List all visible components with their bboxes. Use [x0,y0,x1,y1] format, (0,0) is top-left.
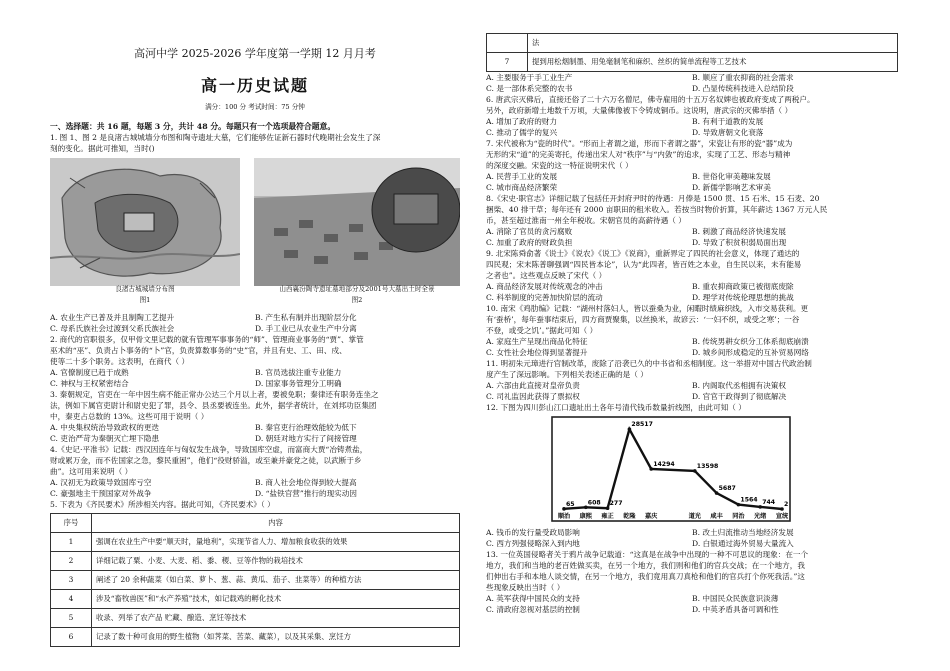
question-text-line: 币，甚至超过淮南一州全年税收。宋朝官员的高薪待遇（ ） [486,216,686,225]
table-row [51,532,460,551]
answer-option: A. 消除了官员的贪污腐败 [486,227,573,236]
question-text-line: 地方，我们和当地的老百姓做买卖，在另一个地方，我们则和他们的官兵交战；在一个地方，我 [486,561,805,570]
answer-option: C. 科举制度的完善加快阶层的流动 [486,293,603,302]
answer-options-row [486,171,898,182]
answer-option: B. 改土归流推动当地经济发展 [692,528,794,537]
answer-options-row [486,292,898,303]
question-text-line: 们伸出右手和本地人谈交情，在另一个地方，我们竟用真刀真枪和他们的官兵打个你死我活。”这 [486,572,806,581]
data-label: 13598 [696,462,719,470]
figure-2-caption: 山西襄汾陶寺遗址墓地部分及2001号大墓出土时全景 [279,284,435,293]
answer-option: B. 有利于道教的发展 [692,117,764,126]
data-label: 744 [762,498,776,506]
question-text-line: 之者也”。这些观点反映了宋代（ ） [486,271,607,280]
table-row [51,608,460,627]
answer-option: B. 重农抑商政策已被彻底废除 [692,282,794,291]
question-text-line: 捆柴、40 排干草；每年还有 2000 亩职田的租米收入。若按当时物价折算，其年薪达 1367 万元人民 [486,205,828,214]
table-cell: 4 [51,589,92,608]
answer-options-row [486,83,898,94]
x-tick-label: 顺治 [557,513,571,520]
question-text-line: 中，秦吏占总数的 13%。这些可用于说明（ ） [50,411,209,421]
table-header-cell: 内容 [92,513,460,532]
question-5-table-continued [486,33,898,72]
table-cell: 1 [51,532,92,551]
answer-option: A. 官僚制度已趋于成熟 [50,367,129,377]
answer-option: D. 城乡间形成稳定的互补贸易网络 [692,348,809,357]
answer-options-row [50,477,460,488]
x-tick-label: 道光 [688,513,701,520]
answer-option: D. 新儒学影响艺术审美 [692,183,771,192]
question-text-line: 8.《宋史·职官志》详细记载了包括任开封府尹时的待遇：月俸是 1500 贯、15 石米、15 石麦、20 [486,194,820,203]
table-cell: 6 [51,627,92,646]
table-cell: 详细记载了粟、小麦、大麦、稻、黍、稷、豆等作物的栽培技术 [92,551,460,570]
data-label: 28517 [631,421,653,429]
left-body [50,132,460,647]
question-12-chart [486,415,898,525]
answer-option: D. 导致了积贫积弱局面出现 [692,238,787,247]
school-title: 高河中学 2025-2026 学年度第一学期 12 月月考 [134,47,376,60]
answer-option: A. 商品经济发展对传统观念的冲击 [486,282,603,291]
table-cell: 2 [51,551,92,570]
answer-option: A. 英军获得中国民众的支持 [486,594,580,603]
answer-options-row [50,488,460,499]
question-text-line: 10. 南宋《鸡肋编》记载：“湖州村落妇人，皆以蚕桑为业，闲暇时绩麻织线，入市交易获利。更 [486,304,809,313]
question-text-line: 13. 一位英国侵略者关于鸦片战争记载道：“这真是在战争中出现的一种不可思议的现象：在一个 [486,550,809,559]
figure-1-caption: 良渚古城城墙分布图 [115,284,175,293]
table-cell: 强调在农业生产中要“顺天时，量地利”，实现节省人力、增加粮食收获的效果 [92,532,460,551]
data-label: 1564 [740,496,758,504]
x-tick-label: 光绪 [754,513,767,520]
section-title: 一、选择题：共 16 题，每题 3 分，共计 48 分。每题只有一个选项最符合题意。 [50,121,336,131]
table-cell: 记录了数十种可食用的野生植物（如荠菜、苦菜、藏菜），以及其采集、烹饪方 [92,627,460,646]
table-row [51,551,460,570]
answer-options-row [486,182,898,193]
table-cell [487,34,528,53]
answer-option: C. 是一部体系完整的农书 [486,84,573,93]
question-text-line: 法，例如下属官吏尉计和尉史犯了罪，县令、县丞要被连坐。此外，据学者统计，在刘邦功臣集团 [50,400,377,410]
right-body [486,72,898,615]
answer-options-row [486,336,898,347]
x-tick-label: 宣统 [775,513,789,520]
table-row [51,570,460,589]
answer-option: B. 官员选拔注重专业能力 [255,367,342,377]
data-label: 5687 [718,485,736,493]
figures-q1 [50,158,460,310]
answer-options-row [486,604,898,615]
answer-option: B. 秦官吏行治理效能较为低下 [255,422,357,432]
data-label: 608 [587,499,601,507]
question-text-line: 曲”。这可用来说明（ ） [50,466,133,476]
question-text-line: 5. 下表为《齐民要术》所涉相关内容。据此可知，《齐民要术》（ ） [50,499,275,509]
answer-option: C. 城市商品经济繁荣 [486,183,558,192]
question-text-line: 使等二十多个职务。这表明，在商代（ ） [50,356,190,366]
table-cell: 提到用松烟制墨、用兔毫制笔和麻织、丝织的简单流程等工艺技术 [528,53,898,72]
figure-2-photo [254,158,460,286]
left-column [50,0,460,647]
answer-option: D. 官官干政得到了彻底解决 [692,392,787,401]
data-label: 2 [784,500,789,508]
figure-1-map [50,158,240,286]
answer-option: A. 六部由此直接对皇帝负责 [486,381,580,390]
question-text-line: 另外，政府新增土地数千万顷，大量佛像被下令铸成铜币。这说明，唐武宗的灭佛举措（ ） [486,106,793,115]
data-label: 277 [609,500,623,508]
table-header-cell: 序号 [51,513,92,532]
answer-option: A. 增加了政府的财力 [486,117,558,126]
answer-option: C. 女性社会地位得到显著提升 [486,348,588,357]
question-text-line: 1. 图 1、图 2 是良渚古城城墙分布图和陶寺遗址大墓，它们能够佐证新石器时代晚期社会发生了深 [50,132,381,142]
question-text-line: 3. 秦朝规定，官吏在一年中因生病不能正常办公达三个月以上者，要被免职；秦律还有职务连坐之 [50,389,379,399]
figure-2-label: 图2 [351,295,363,304]
answer-option: D. 凸显传统科技进入总结阶段 [692,84,794,93]
right-column [486,0,898,615]
x-tick-label: 嘉庆 [645,513,658,520]
question-text-line: 12. 下图为四川彭山江口遗址出土各年号清代钱币数量折线图，由此可知（ ） [486,403,746,412]
answer-option: C. 司礼监因此获得了票拟权 [486,392,580,401]
figure-1-label: 图1 [139,295,151,304]
answer-options-row [50,433,460,444]
exam-title: 高一历史试题 [200,75,309,95]
answer-option: D. 白银通过海外贸易大量流入 [692,539,794,548]
x-tick-label: 同治 [732,513,745,520]
question-text-line: 7. 宋代被称为“瓷的时代”。“形而上者谓之道，形而下者谓之器”，宋瓷让有形的瓷“器”成为 [486,139,793,148]
answer-options-row [486,527,898,538]
question-5-table [50,513,460,647]
question-text-line: 4.《史记·平准书》记载：西汉因连年与匈奴发生战争，导致国库空虚，而富商大贾“冶铸煮盐， [50,444,368,454]
answer-options-row [486,281,898,292]
answer-option: C. 神权与王权紧密结合 [50,378,129,388]
question-text-line: 巫术的“巫”、负责占卜事务的“卜”官，负责算数事务的“史”官，并且有史、工、田、戍、 [50,345,347,355]
table-cell: 7 [487,53,528,72]
question-text-line: 不登，或受之饥’。”据此可知（ ） [486,326,598,335]
answer-option: B. 中国民众民族意识淡薄 [692,594,779,603]
table-cell: 法 [528,34,898,53]
answer-option: A. 中央集权统治导致政权的更迭 [50,422,160,432]
answer-options-row [486,127,898,138]
answer-options-row [486,380,898,391]
table-row [487,34,898,53]
question-text-line: 四民观；宋末陈普聊强调“四民皆本论”，认为“此四者，皆百姓之本业，自生民以来，未有能易 [486,260,802,269]
exam-meta: 满分：100 分 考试时间：75 分钟 [205,103,305,112]
answer-options-row [486,538,898,549]
answer-option: C. 母系氏族社会过渡到父系氏族社会 [50,323,175,333]
answer-options-row [486,72,898,83]
answer-options-row [486,593,898,604]
answer-option: A. 农业生产已普及并且制陶工艺提升 [50,312,175,322]
answer-option: A. 钱币的发行量受政局影响 [486,528,580,537]
line-chart [546,415,796,523]
answer-option: D. 朝廷对地方实行了间接管理 [255,433,357,443]
answer-option: C. 加重了政府的财政负担 [486,238,573,247]
question-text-line: 财或累万金，而不佐国家之急，黎民重困”，他们“役财骄溢，或至兼并豪党之徒，以武断于乡 [50,455,362,465]
table-cell: 3 [51,570,92,589]
answer-option: A. 民营手工业的发展 [486,172,558,181]
question-text-line: 2. 商代的官职很多，仅甲骨文里记载的就有管理军事事务的“师”、管理商业事务的“贾”、掌管 [50,334,364,344]
x-tick-label: 咸丰 [710,513,723,520]
answer-option: B. 传统男耕女织分工体系彻底崩溃 [692,337,809,346]
answer-option: A. 汉初无为政策导致国库亏空 [50,477,152,487]
answer-options-row [50,323,460,334]
question-text-line: 有‘蚕桥’，每年蚕事结束后，四方商贾聚集，以丝换米，故谚云：‘一妇不织，或受之寒’；一谷 [486,315,800,324]
answer-option: D. 理学对传统伦理思想的挑战 [692,293,794,302]
answer-options-row [486,347,898,358]
question-text-line: 6. 唐武宗灭佛后，直接还俗了二十六万名僧尼，佛寺雇用的十五万名奴婢也被政府变成了两税户。 [486,95,815,104]
answer-options-row [50,312,460,323]
question-text-line: 11. 明初朱元璋进行官制改革，废除了沿袭已久的中书省和丞相制度。这一举措对中国古代政治制 [486,359,812,368]
question-text-line: 9. 北宋陈舜俞著《说士》《说农》《说工》《说商》，重新界定了四民的社会意义，体现了通达的 [486,249,800,258]
table-row [51,589,460,608]
question-text-line: 些现象反映出当时（ ） [486,583,565,592]
table-cell: 阐述了 20 余种蔬菜（如白菜、萝卜、葱、蒜、黄瓜、茄子、韭菜等）的种植方法 [92,570,460,589]
answer-option: C. 西方列强侵略深入到内地 [486,539,580,548]
answer-option: B. 产生私有制并出现阶层分化 [255,312,357,322]
answer-option: B. 顺应了重农抑商的社会需求 [692,73,794,82]
answer-option: D. “盐铁官营”推行的现实动因 [255,488,357,498]
x-tick-label: 康熙 [579,513,592,520]
table-row [51,627,460,646]
answer-option: A. 家庭生产呈现出商品化特征 [486,337,588,346]
table-cell: 涉及“畜牧兽医”和“水产养殖”技术，如记载鸡的孵化技术 [92,589,460,608]
answer-option: A. 主要服务于手工业生产 [486,73,573,82]
answer-option: D. 手工业已从农业生产中分离 [255,323,357,333]
data-label: 65 [566,500,575,508]
table-header-row [51,513,460,532]
answer-options-row [486,237,898,248]
answer-option: D. 国家事务管理分工明确 [255,378,342,388]
data-label: 14294 [653,460,675,468]
answer-options-row [486,116,898,127]
question-text-line: 无形的宋“道”的完美寄托，传递出宋人对“秩序”与“内敛”的追求，实现了工艺、形态与精神 [486,150,791,159]
question-text-line: 刻的变化。据此可推知，当时() [50,143,155,153]
x-tick-label: 乾隆 [623,513,636,520]
answer-option: C. 豪强地主干预国家对外战争 [50,488,152,498]
answer-option: C. 推动了儒学的复兴 [486,128,558,137]
answer-option: B. 商人社会地位得到较大提高 [255,477,357,487]
table-row [487,53,898,72]
answer-options-row [50,378,460,389]
answer-option: D. 导致唐朝文化衰落 [692,128,764,137]
question-text-line: 度产生了深远影响。下列相关表述正确的是（ ） [486,370,648,379]
answer-options-row [486,391,898,402]
answer-options-row [50,422,460,433]
answer-option: C. 清政府忽视对基层的控制 [486,605,580,614]
answer-options-row [486,226,898,237]
table-cell: 5 [51,608,92,627]
answer-option: D. 中英矛盾具备可调和性 [692,605,779,614]
answer-options-row [50,367,460,378]
answer-option: B. 内阁取代丞相拥有决策权 [692,381,786,390]
question-text-line: 的深度交融。宋瓷的这一特征说明宋代（ ） [486,161,633,170]
answer-option: B. 刺激了商品经济快速发展 [692,227,786,236]
answer-option: B. 世俗化审美趣味发展 [692,172,771,181]
x-tick-label: 雍正 [601,513,614,520]
table-cell: 收录、列举了农产品 贮藏、酿造、烹饪等技术 [92,608,460,627]
answer-option: C. 吏治严苛为秦朝灭亡埋下隐患 [50,433,160,443]
